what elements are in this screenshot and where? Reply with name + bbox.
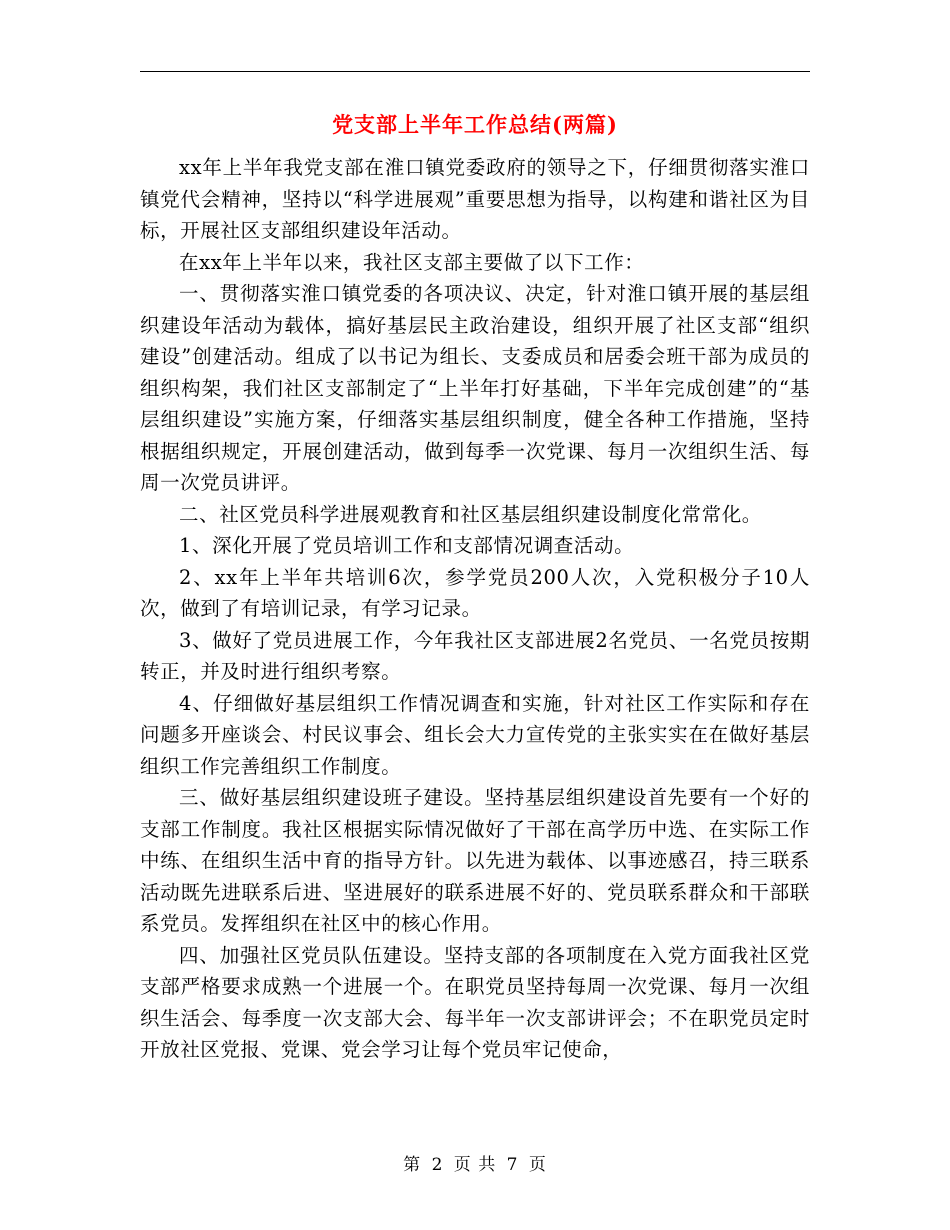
document-title: 党支部上半年工作总结(两篇) [332, 112, 618, 137]
paragraph-section-1: 一、贯彻落实淮口镇党委的各项决议、决定，针对淮口镇开展的基层组织建设年活动为载体，搞好基层民主政治建设，组织开展了社区支部“组织建设”创建活动。组成了以书记为组长、支委成员和居委会班干部为成员的组织构架，我们社区支部制定了“上半年打好基础，下半年完成创建”的“基层组织建设”实施方案，仔细落实基层组织制度，健全各种工作措施，坚持根据组织规定，开展创建活动，做到每季一次党课、每月一次组织生活、每周一次党员讲评。 [140, 282, 810, 494]
document-body [140, 152, 810, 1066]
paragraph-work-overview: 在xx年上半年以来，我社区支部主要做了以下工作： [179, 250, 645, 274]
footer-middle: 页 共 [453, 1155, 497, 1175]
footer-suffix: 页 [528, 1155, 547, 1175]
footer-total-pages: 7 [506, 1155, 519, 1175]
paragraph-item-4: 4、仔细做好基层组织工作情况调查和实施，针对社区工作实际和存在问题多开座谈会、村民议事会、组长会大力宣传党的主张实实在在做好基层组织工作完善组织工作制度。 [140, 691, 810, 778]
paragraph-item-2: 2、xx年上半年共培训6次，参学党员200人次，入党积极分子10人次，做到了有培训记录，有学习记录。 [140, 565, 810, 620]
header-rule [140, 71, 810, 72]
paragraph-item-1: 1、深化开展了党员培训工作和支部情况调查活动。 [179, 534, 635, 557]
footer-prefix: 第 [403, 1155, 422, 1175]
footer-page-number: 2 [431, 1155, 444, 1175]
paragraph-section-3: 三、做好基层组织建设班子建设。坚持基层组织建设首先要有一个好的支部工作制度。我社区根据实际情况做好了干部在高学历中选、在实际工作中练、在组织生活中育的指导方针。以先进为载体、以事迹感召，持三联系活动既先进联系后进、坚进展好的联系进展不好的、党员联系群众和干部联系党员。发挥组织在社区中的核心作用。 [140, 786, 810, 935]
paragraph-intro: xx年上半年我党支部在淮口镇党委政府的领导之下，仔细贯彻落实淮口镇党代会精神，坚持以“科学进展观”重要思想为指导，以构建和谐社区为目标，开展社区支部组织建设年活动。 [140, 156, 810, 242]
page-footer [0, 1154, 950, 1176]
paragraph-item-3: 3、做好了党员进展工作，今年我社区支部进展2名党员、一名党员按期转正，并及时进行组织考察。 [140, 628, 810, 683]
paragraph-section-2: 二、社区党员科学进展观教育和社区基层组织建设制度化常常化。 [179, 502, 762, 526]
paragraph-section-4: 四、加强社区党员队伍建设。坚持支部的各项制度在入党方面我社区党支部严格要求成熟一个进展一个。在职党员坚持每周一次党课、每月一次组织生活会、每季度一次支部大会、每半年一次支部讲评会；不在职党员定时开放社区党报、党课、党会学习让每个党员牢记使命， [140, 943, 810, 1061]
